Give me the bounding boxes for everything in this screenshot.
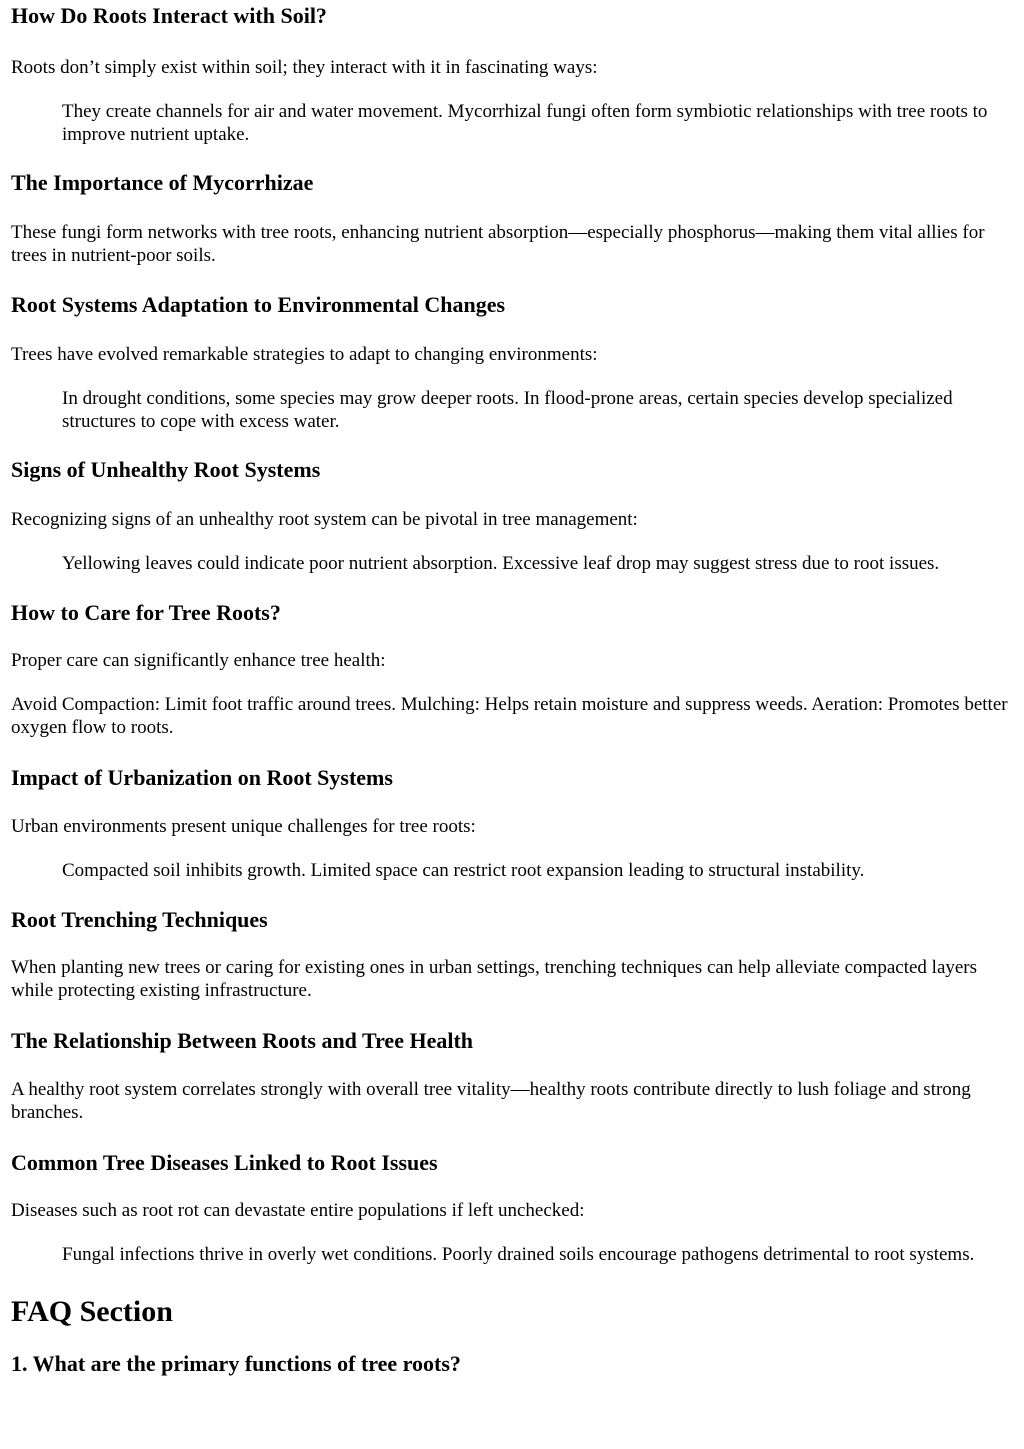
- section-intro: When planting new trees or caring for existing ones in urban settings, trenching techniques can help alleviate compacted layers while protecting existing infrastructure.: [11, 957, 978, 1001]
- section-heading: Signs of Unhealthy Root Systems: [11, 457, 321, 482]
- section-intro: These fungi form networks with tree roots, enhancing nutrient absorption—especially phosphorus—making them vital allies for trees in nutrient-poor soils.: [11, 222, 985, 266]
- section-detail: Yellowing leaves could indicate poor nutrient absorption. Excessive leaf drop may suggest stress due to root issues.: [62, 553, 940, 574]
- article: [0, 3, 1024, 1376]
- section-heading: Common Tree Diseases Linked to Root Issues: [11, 1150, 438, 1175]
- section-heading: How Do Roots Interact with Soil?: [11, 3, 327, 28]
- section-heading: Impact of Urbanization on Root Systems: [11, 765, 393, 790]
- section-intro: A healthy root system correlates strongly with overall tree vitality—healthy roots contribute directly to lush foliage and strong branches.: [11, 1079, 971, 1123]
- section-heading: Root Trenching Techniques: [11, 907, 268, 932]
- section-heading: The Importance of Mycorrhizae: [11, 170, 314, 195]
- faq-title: FAQ Section: [11, 1295, 173, 1328]
- section-intro: Roots don’t simply exist within soil; they interact with it in fascinating ways:: [11, 57, 598, 78]
- section-intro: Recognizing signs of an unhealthy root system can be pivotal in tree management:: [11, 509, 638, 530]
- faq-question: 1. What are the primary functions of tree roots?: [11, 1351, 461, 1376]
- section-heading: The Relationship Between Roots and Tree Health: [11, 1028, 474, 1053]
- section-intro: Diseases such as root rot can devastate entire populations if left unchecked:: [11, 1200, 585, 1221]
- section-detail: Compacted soil inhibits growth. Limited space can restrict root expansion leading to structural instability.: [62, 860, 865, 881]
- section-detail: They create channels for air and water movement. Mycorrhizal fungi often form symbiotic relationships with tree roots to improve nutrient uptake.: [62, 101, 988, 145]
- section-detail: In drought conditions, some species may grow deeper roots. In flood-prone areas, certain species develop specialized structures to cope with excess water.: [62, 388, 953, 432]
- section-intro: Proper care can significantly enhance tree health:: [11, 650, 386, 671]
- section-heading: Root Systems Adaptation to Environmental Changes: [11, 292, 506, 317]
- section-intro: Urban environments present unique challenges for tree roots:: [11, 816, 476, 837]
- section-heading: How to Care for Tree Roots?: [11, 600, 281, 625]
- section-intro: Trees have evolved remarkable strategies to adapt to changing environments:: [11, 344, 598, 365]
- section-detail: Avoid Compaction: Limit foot traffic around trees. Mulching: Helps retain moisture and suppress weeds. Aeration: Promotes better oxygen flow to roots.: [11, 694, 1008, 738]
- section-detail: Fungal infections thrive in overly wet conditions. Poorly drained soils encourage pathogens detrimental to root systems.: [62, 1244, 975, 1265]
